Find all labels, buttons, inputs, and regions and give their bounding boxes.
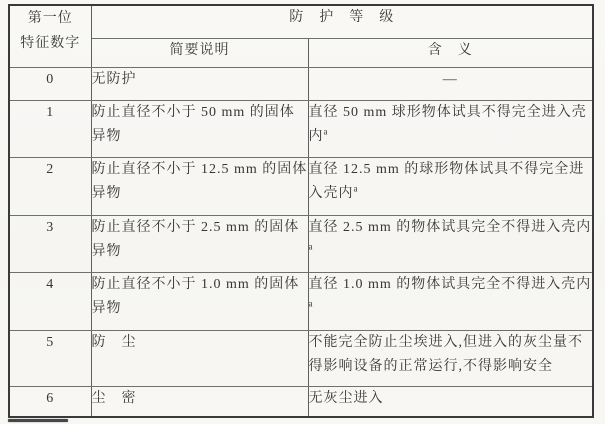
digit-cell: 0 (9, 67, 91, 100)
header-meaning: 含 义 (308, 38, 593, 67)
header-row-sub (9, 38, 593, 67)
brief-cell: 无防护 (91, 67, 308, 100)
meaning-text: 直径 2.5 mm 的物体试具完全不得进入壳内 (308, 219, 592, 235)
meaning-text: 直径 50 mm 球形物体试具不得完全进入壳内 (308, 104, 587, 144)
meaning-cell (308, 215, 593, 272)
meaning-text: 不能完全防止尘埃进入,但进入的灰尘量不得影响设备的正常运行,不得影响安全 (308, 334, 583, 374)
footnote-marker: a (323, 125, 328, 136)
meaning-cell (308, 330, 593, 386)
meaning-cell (308, 157, 593, 215)
header-row-group (9, 5, 593, 38)
table-row-6 (9, 386, 593, 417)
brief-cell: 防止直径不小于 12.5 mm 的固体异物 (91, 157, 308, 215)
table-row-4 (9, 272, 593, 330)
meaning-cell (308, 100, 593, 157)
header-protection-grade: 防 护 等 级 (91, 5, 593, 38)
digit-cell: 3 (9, 215, 91, 272)
table-row-5 (9, 330, 593, 386)
table-row-1 (9, 100, 593, 157)
table-row-2 (9, 157, 593, 215)
meaning-text: — (442, 71, 458, 87)
brief-cell: 防止直径不小于 50 mm 的固体异物 (91, 100, 308, 157)
table-row-3 (9, 215, 593, 272)
digit-cell: 6 (9, 386, 91, 417)
brief-cell: 防止直径不小于 1.0 mm 的固体异物 (91, 272, 308, 330)
header-first-digit-line1: 第一位 (27, 11, 73, 26)
meaning-cell (308, 272, 593, 330)
footnote-marker: a (308, 297, 313, 308)
header-first-characteristic-digit (9, 5, 91, 67)
brief-cell: 尘 密 (91, 386, 308, 417)
digit-cell: 5 (9, 330, 91, 386)
digit-cell: 1 (9, 100, 91, 157)
header-brief-description: 简要说明 (91, 38, 308, 67)
header-first-digit-line2: 特征数字 (20, 36, 81, 51)
footnote-rule-artifact (8, 419, 68, 422)
digit-cell: 4 (9, 272, 91, 330)
table-row-0 (9, 67, 593, 100)
brief-cell: 防止直径不小于 2.5 mm 的固体异物 (91, 215, 308, 272)
protection-grade-table (8, 4, 594, 418)
footnote-marker: a (308, 240, 313, 251)
meaning-text: 直径 1.0 mm 的物体试具完全不得进入壳内 (308, 276, 592, 292)
meaning-cell (308, 67, 593, 100)
meaning-text: 直径 12.5 mm 的球形物体试具不得完全进入壳内 (308, 161, 585, 201)
footnote-marker: a (353, 182, 358, 193)
digit-cell: 2 (9, 157, 91, 215)
meaning-cell (308, 386, 593, 417)
brief-cell: 防 尘 (91, 330, 308, 386)
meaning-text: 无灰尘进入 (308, 390, 384, 406)
